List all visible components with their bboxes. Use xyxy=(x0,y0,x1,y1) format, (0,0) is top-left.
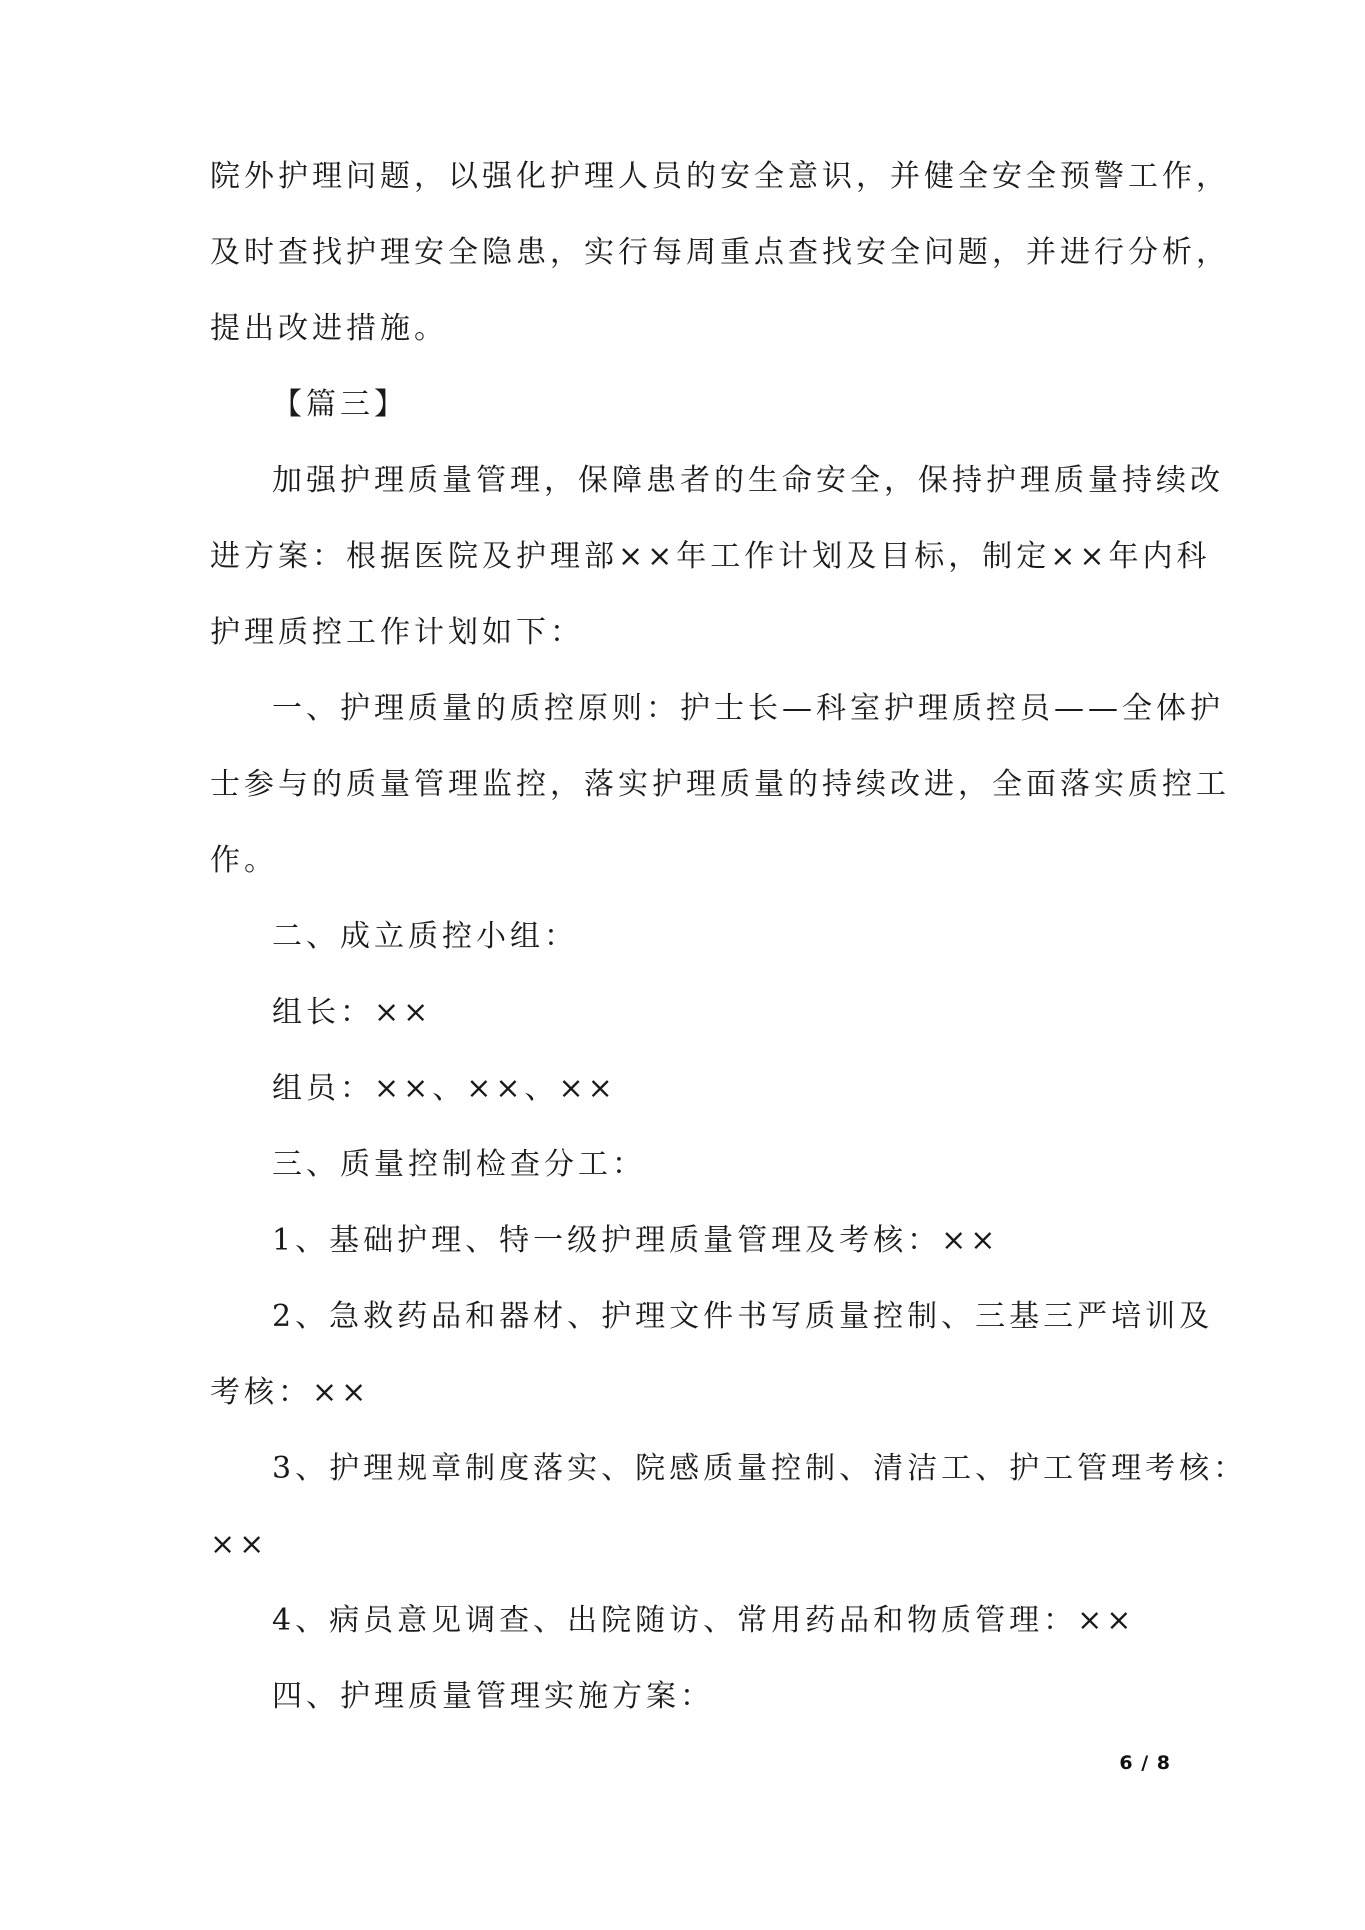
paragraph-line: 组长：×× xyxy=(272,995,433,1030)
paragraph-line: 三、质量控制检查分工： xyxy=(272,1147,646,1182)
paragraph-line: 4、病员意见调查、出院随访、常用药品和物质管理：×× xyxy=(272,1603,1136,1638)
paragraph-line: 院外护理问题，以强化护理人员的安全意识，并健全安全预警工作， xyxy=(210,159,1230,194)
document-body xyxy=(210,148,1248,1744)
section-heading: 【篇三】 xyxy=(272,387,408,422)
paragraph-line: 士参与的质量管理监控，落实护理质量的持续改进，全面落实质控工 xyxy=(210,767,1230,802)
paragraph-line: 二、成立质控小组： xyxy=(272,919,578,954)
paragraph-line: 3、护理规章制度落实、院感质量控制、清洁工、护工管理考核： xyxy=(272,1451,1248,1486)
paragraph-line: 考核：×× xyxy=(210,1375,371,1410)
paragraph-line: 进方案：根据医院及护理部××年工作计划及目标，制定××年内科 xyxy=(210,539,1211,574)
paragraph-line: 四、护理质量管理实施方案： xyxy=(272,1679,714,1714)
paragraph-line: 2、急救药品和器材、护理文件书写质量控制、三基三严培训及 xyxy=(272,1299,1214,1334)
paragraph-line: 一、护理质量的质控原则：护士长—科室护理质控员——全体护 xyxy=(272,691,1224,726)
page-number: 6 / 8 xyxy=(1119,1752,1171,1774)
paragraph-line: 组员：××、××、×× xyxy=(272,1071,617,1106)
paragraph-line: 及时查找护理安全隐患，实行每周重点查找安全问题，并进行分析， xyxy=(210,235,1230,270)
paragraph-line: 1、基础护理、特一级护理质量管理及考核：×× xyxy=(272,1223,1000,1258)
paragraph-line: 护理质控工作计划如下： xyxy=(210,615,584,650)
paragraph-line: 作。 xyxy=(210,843,278,878)
paragraph-line: ×× xyxy=(210,1527,269,1562)
paragraph-line: 加强护理质量管理，保障患者的生命安全，保持护理质量持续改 xyxy=(272,463,1224,498)
paragraph-line: 提出改进措施。 xyxy=(210,311,448,346)
